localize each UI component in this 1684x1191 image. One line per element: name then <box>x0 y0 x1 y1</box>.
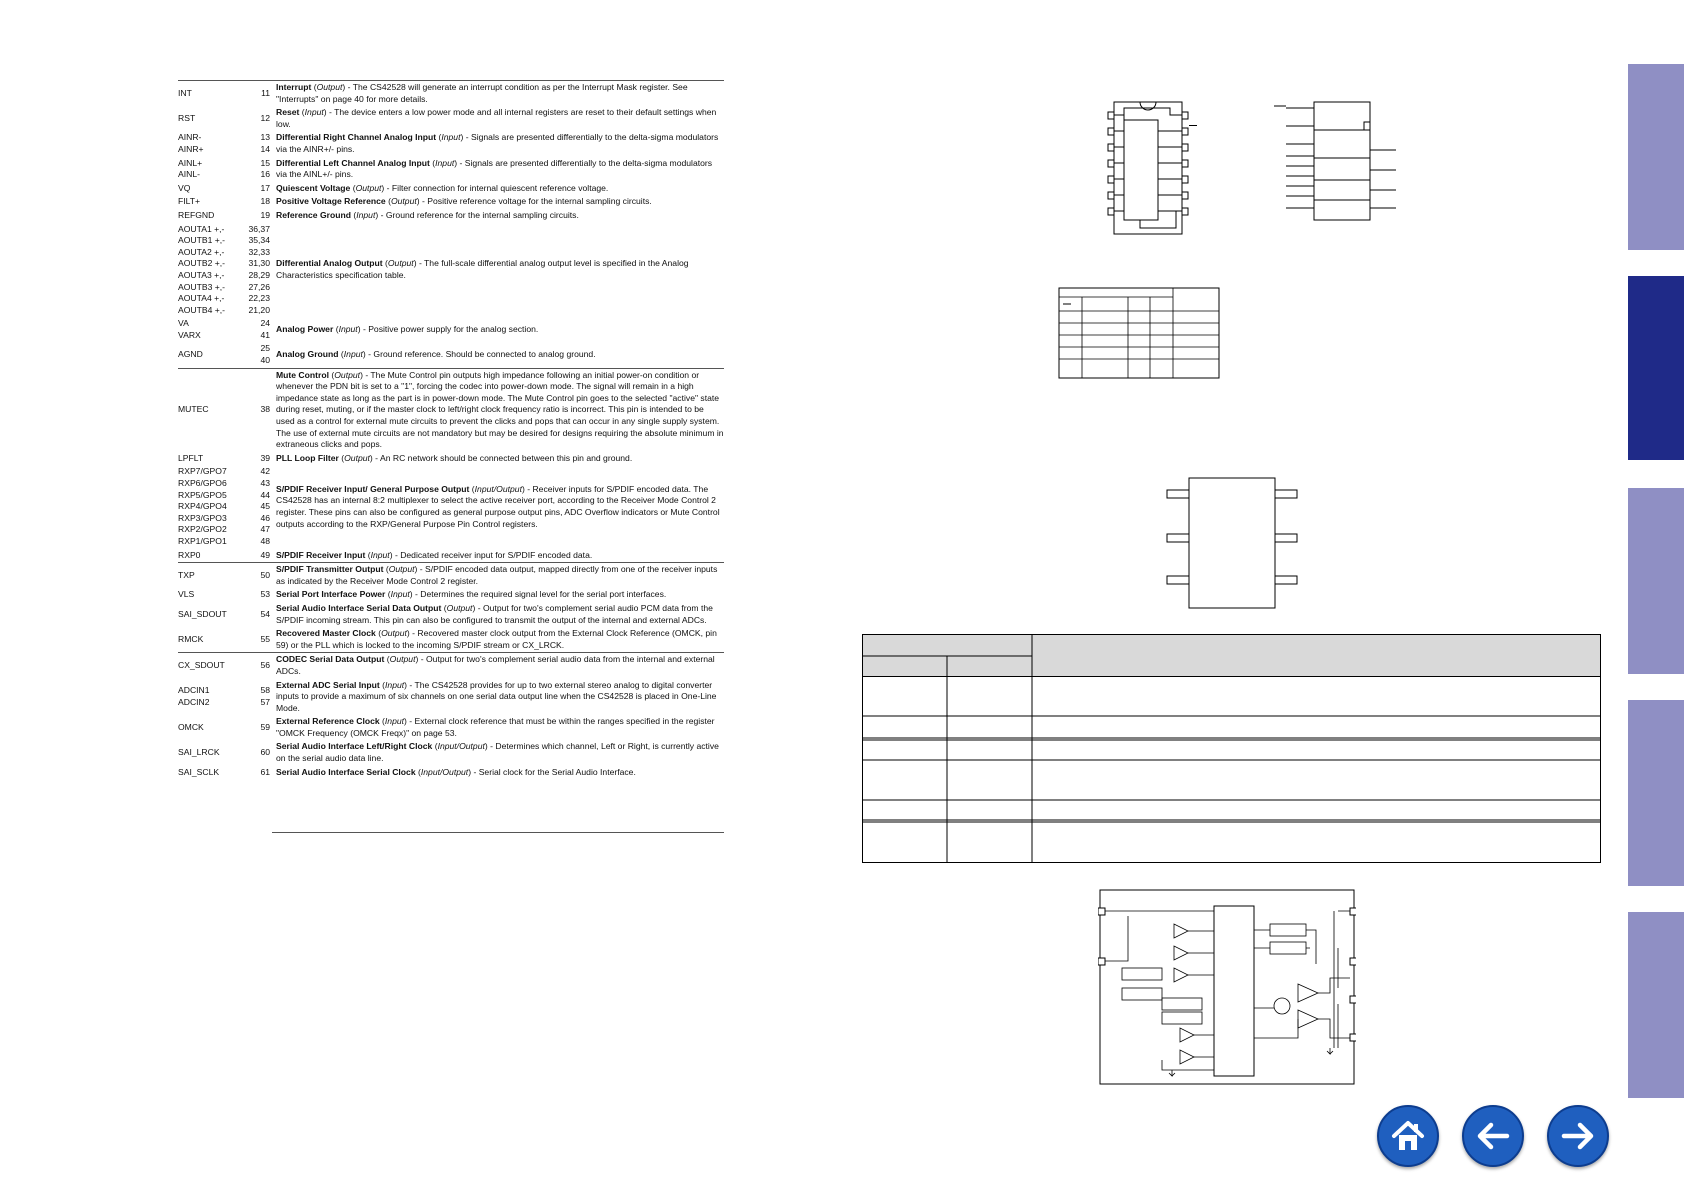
pin-description: S/PDIF Transmitter Output (Output) - S/PDIF encoded data output, mapped directly from one of the receiver inputs as indicated by the Receiver Mode Control 2 register. <box>274 563 724 589</box>
pin-direction: Output <box>389 654 416 665</box>
pin-row <box>178 368 724 452</box>
side-tab-2[interactable] <box>1628 276 1684 460</box>
pin-number: 42 43 44 45 46 47 48 <box>260 466 270 546</box>
pin-direction: Input <box>385 679 405 690</box>
pin-number: 59 <box>260 722 270 733</box>
pin-name: MUTEC <box>178 368 242 452</box>
pin-direction: Output <box>387 258 414 269</box>
pin-text: - The CS42528 will generate an interrupt condition as per the Interrupt Mask register. See "Interrupts" on page 40 for more details. <box>276 82 688 104</box>
pin-name: TXP <box>178 563 242 589</box>
dip-ic-diagram <box>1100 98 1200 238</box>
pin-row <box>178 131 724 156</box>
pin-direction: Input <box>343 349 363 360</box>
pin-name: RXP0 <box>178 549 201 560</box>
pin-number: 36,37 35,34 32,33 31,30 28,29 27,26 22,23 21,20 <box>248 223 270 315</box>
pin-description: Analog Power (Input) - Positive power supply for the analog section. <box>276 324 539 335</box>
pin-row <box>178 106 724 131</box>
pin-name: SAI_SCLK <box>178 766 220 777</box>
pin-title: External Reference Clock <box>276 716 380 727</box>
pin-row <box>178 653 724 679</box>
pin-title: Positive Voltage Reference <box>276 196 386 207</box>
pin-description: Differential Left Channel Analog Input (Input) - Signals are presented differentially to the delta-sigma modulators via the AINL+/- pins. <box>276 157 713 180</box>
pin-direction: Output <box>388 564 415 575</box>
pin-row <box>178 195 724 209</box>
pin-name: LPFLT <box>178 452 204 463</box>
home-button[interactable] <box>1377 1105 1439 1167</box>
pin-text: - Ground reference for the internal sampling circuits. <box>378 209 579 220</box>
pin-name: RXP7/GPO7 RXP6/GPO6 RXP5/GPO5 RXP4/GPO4 RXP3/GPO3 RXP2/GPO2 RXP1/GPO1 <box>178 466 227 546</box>
small-truth-table <box>1058 287 1220 379</box>
pin-direction: Input/Output <box>420 766 469 777</box>
pin-text: - The full-scale differential analog output level is specified in the Analog Characteristics specification table. <box>276 258 689 280</box>
pin-direction: Output <box>355 182 382 193</box>
side-tab-3[interactable] <box>1628 488 1684 674</box>
pin-number: 24 41 <box>260 318 270 340</box>
pin-description: Serial Audio Interface Serial Data Output (Output) - Output for two's complement serial audio PCM data from the S/PDIF incoming stream. This pin can also be configured to transmit the output of the internal and external ADCs. <box>276 602 713 625</box>
pin-title: External ADC Serial Input <box>276 679 380 690</box>
forward-button[interactable] <box>1547 1105 1609 1167</box>
pin-row <box>178 679 724 716</box>
pin-name: AGND <box>178 349 203 360</box>
dip-ic-tick <box>1189 125 1197 126</box>
home-icon <box>1388 1116 1428 1156</box>
six-pin-ic-diagram <box>1165 476 1301 610</box>
pin-direction: Input <box>384 716 405 727</box>
arrow-left-icon <box>1473 1116 1513 1156</box>
pin-row <box>178 157 724 182</box>
pin-title: Differential Left Channel Analog Input <box>276 157 430 168</box>
circuit-block-diagram <box>1098 888 1356 1086</box>
pin-number: 17 <box>260 182 270 193</box>
pin-name: OMCK <box>178 722 204 733</box>
pin-description: Serial Audio Interface Serial Clock (Input/Output) - Serial clock for the Serial Audio Interface. <box>276 766 636 777</box>
pin-number: 53 <box>260 589 270 600</box>
pin-row <box>178 563 724 589</box>
pin-direction: Output <box>446 602 473 613</box>
pin-row <box>178 602 724 627</box>
pin-row <box>178 715 724 740</box>
pin-name: VLS <box>178 589 195 600</box>
pin-direction: Input <box>338 324 358 335</box>
pin-title: Quiescent Voltage <box>276 182 351 193</box>
pin-title: CODEC Serial Data Output <box>276 654 385 665</box>
pin-row <box>178 588 724 602</box>
pin-text: - Output for two's complement serial audio data from the internal and external ADCs. <box>276 654 715 676</box>
pin-title: Serial Audio Interface Serial Clock <box>276 766 416 777</box>
pin-name: ADCIN1 ADCIN2 <box>178 685 210 707</box>
pin-direction: Input <box>390 589 410 600</box>
pin-direction: Input <box>356 209 376 220</box>
side-tab-1[interactable] <box>1628 64 1684 250</box>
pin-name: VQ <box>178 182 191 193</box>
pin-row <box>178 223 724 318</box>
pin-text: - An RC network should be connected between this pin and ground. <box>372 452 633 463</box>
pin-text: - S/PDIF encoded data output, mapped directly from one of the receiver inputs as indicated by the Receiver Mode Control 2 register. <box>276 564 718 586</box>
pin-text: - Signals are presented differentially to the delta-sigma modulators via the AINL+/- pins. <box>276 157 713 180</box>
pin-description: Serial Audio Interface Left/Right Clock (Input/Output) - Determines which channel, Left or Right, is currently active on the serial audio data line. <box>276 741 719 764</box>
pin-text: - Recovered master clock output from the External Clock Reference (OMCK, pin 59) or the PLL which is locked to the incoming S/PDIF stream or CX_LRCK. <box>276 628 717 650</box>
pin-direction: Output <box>344 452 370 463</box>
pin-description: External ADC Serial Input (Input) - The CS42528 provides for up to two external stereo analog to digital converter inputs to provide a maximum of six channels on one serial data output line when the CS42528 is placed in One-Line Mode. <box>276 679 717 713</box>
pin-number: 12 <box>260 112 270 123</box>
pin-description: Mute Control (Output) - The Mute Control pin outputs high impedance following an initial power-on condition or whenever the PDN bit is set to a "1", forcing the codec into power-down mode. The signal will remain in a high impedance state as long as the part is in power-down mode. The Mute Control pin goes to the selected "active" state during reset, muting, or if the master clock to left/right clock frequency ratio is incorrect. This pin is intended to be used as a control for external mute circuits to prevent the clicks and pops that can occur in any single supply system. The use of external mute circuits are not mandatory but may be desired for designs requiring the absolute minimum in extraneous clicks and pops. <box>274 368 724 452</box>
pin-row <box>178 627 724 653</box>
pin-name: AINR- AINR+ <box>178 132 204 154</box>
function-table <box>862 634 1602 864</box>
pin-row <box>178 342 724 368</box>
pin-row <box>178 766 724 780</box>
pin-name: SAI_LRCK <box>178 747 220 758</box>
pin-name: RST <box>178 112 196 123</box>
pin-title: Differential Analog Output <box>276 258 383 269</box>
side-tab-4[interactable] <box>1628 700 1684 886</box>
pin-title: Serial Audio Interface Serial Data Output <box>276 602 442 613</box>
pin-title: S/PDIF Receiver Input <box>276 549 366 560</box>
side-tab-5[interactable] <box>1628 912 1684 1098</box>
pin-description-table <box>178 80 724 779</box>
pin-text: - The Mute Control pin outputs high impedance following an initial power-on condition or whenever the PDN bit is set to a "1", forcing the codec into power-down mode. The signal will remain in a high impedance state as long as the part is in power-down mode. The Mute Control pin goes to the selected "active" state during reset, muting, or if the master clock to left/right clock frequency ratio is incorrect. This pin is intended to be used as a control for external mute circuits to prevent the clicks and pops that can occur in any single supply system. The use of external mute circuits are not mandatory but may be desired for designs requiring the absolute minimum in extraneous clicks and pops. <box>276 369 724 450</box>
pin-row <box>178 549 724 563</box>
pin-number: 18 <box>260 196 270 207</box>
pin-text: - Serial clock for the Serial Audio Interface. <box>471 766 636 777</box>
pin-name: SAI_SDOUT <box>178 608 227 619</box>
pin-title: Reset <box>276 107 300 118</box>
pin-text: - Output for two's complement serial audio PCM data from the S/PDIF incoming stream. This pin can also be configured to transmit the output of the internal and external ADCs. <box>276 602 713 625</box>
pin-description: Quiescent Voltage (Output) - Filter connection for internal quiescent reference voltage. <box>276 182 609 193</box>
pin-row <box>178 317 724 342</box>
pin-text: - Ground reference. Should be connected to analog ground. <box>365 349 596 360</box>
pin-row <box>178 81 724 107</box>
pin-direction: Input <box>441 132 461 143</box>
pin-row <box>178 465 724 548</box>
pin-description: Reference Ground (Input) - Ground reference for the internal sampling circuits. <box>276 209 579 220</box>
pin-number: 13 14 <box>260 132 270 154</box>
pin-row <box>178 209 724 223</box>
pin-title: PLL Loop Filter <box>276 452 339 463</box>
pin-direction: Output <box>334 369 361 380</box>
pin-title: Interrupt <box>276 82 312 92</box>
pin-description: Serial Port Interface Power (Input) - Determines the required signal level for the serial port interfaces. <box>276 589 667 600</box>
pin-name: RMCK <box>178 633 204 644</box>
pin-name: CX_SDOUT <box>178 653 242 679</box>
pin-direction: Input <box>435 157 455 168</box>
pin-description: PLL Loop Filter (Output) - An RC network should be connected between this pin and ground. <box>276 452 633 463</box>
pin-title: S/PDIF Transmitter Output <box>276 564 384 575</box>
pin-number: 25 40 <box>260 343 270 366</box>
pin-number: 15 16 <box>260 157 270 180</box>
pin-number: 49 <box>260 549 270 560</box>
pin-description: Interrupt (Output) - The CS42528 will generate an interrupt condition as per the Interrupt Mask register. See "Interrupts" on page 40 for more details. <box>274 81 724 107</box>
pin-number: 11 <box>242 81 274 107</box>
pin-number: 54 <box>260 608 270 619</box>
pin-text: - Determines the required signal level for the serial port interfaces. <box>412 589 667 600</box>
pin-name: INT <box>178 81 242 107</box>
pin-text: - Determines which channel, Left or Right, is currently active on the serial audio data line. <box>276 741 719 764</box>
pin-text: - The CS42528 provides for up to two external stereo analog to digital converter inputs to provide a maximum of six channels on one serial data output line when the CS42528 is placed in One-Line Mode. <box>276 679 717 713</box>
pin-direction: Output <box>381 628 407 639</box>
pin-direction: Input <box>304 107 324 118</box>
pin-title: Recovered Master Clock <box>276 628 376 639</box>
pin-row <box>178 452 724 466</box>
pin-description: Differential Right Channel Analog Input (Input) - Signals are presented differentially to the delta-sigma modulators via the AINR+/- pins. <box>276 132 719 154</box>
pin-description: S/PDIF Receiver Input (Input) - Dedicated receiver input for S/PDIF encoded data. <box>276 549 593 560</box>
pin-number: 50 <box>242 563 274 589</box>
pin-text: - Signals are presented differentially to the delta-sigma modulators via the AINR+/- pins. <box>276 132 719 154</box>
pin-description: Differential Analog Output (Output) - The full-scale differential analog output level is specified in the Analog Characteristics specification table. <box>276 258 689 280</box>
table-bottom-rule <box>272 832 724 833</box>
pin-title: S/PDIF Receiver Input/ General Purpose Output <box>276 483 470 494</box>
pin-row <box>178 740 724 765</box>
pin-number: 60 <box>260 747 270 758</box>
pin-name: VA VARX <box>178 318 201 340</box>
pin-name: AINL+ AINL- <box>178 157 203 180</box>
pin-text: - External clock reference that must be within the ranges specified in the register "OMCK Frequency (OMCK Freqx)" on page 53. <box>276 716 715 738</box>
pin-text: - Positive reference voltage for the internal sampling circuits. <box>419 196 652 207</box>
pin-name: AOUTA1 +,- AOUTB1 +,- AOUTA2 +,- AOUTB2 +,- AOUTA3 +,- AOUTB3 +,- AOUTA4 +,- AOUTB4 +,- <box>178 223 226 315</box>
pin-text: - Receiver inputs for S/PDIF encoded data. The CS42528 has an internal 8:2 multiplexer to select the active receiver port, according to the Receiver Mode Control 2 register. These pins can also be configured as general purpose output pins, ADC Overflow indicators or Mute Control outputs according to the RXP/General Purpose Pin Control registers. <box>276 483 720 529</box>
pin-row <box>178 182 724 196</box>
pin-description: Reset (Input) - The device enters a low power mode and all internal registers are reset to their default settings when low. <box>276 107 717 129</box>
pin-description: S/PDIF Receiver Input/ General Purpose Output (Input/Output) - Receiver inputs for S/PDIF encoded data. The CS42528 has an internal 8:2 multiplexer to select the active receiver port, according to the Receiver Mode Control 2 register. These pins can also be configured as general purpose output pins, ADC Overflow indicators or Mute Control outputs according to the RXP/General Purpose Pin Control registers. <box>276 483 720 529</box>
pin-direction: Input/Output <box>437 741 485 752</box>
pin-title: Analog Power <box>276 324 334 335</box>
pin-title: Reference Ground <box>276 209 351 220</box>
pin-text: - Filter connection for internal quiescent reference voltage. <box>384 182 609 193</box>
pin-number: 19 <box>260 209 270 220</box>
pin-text: - Positive power supply for the analog section. <box>360 324 539 335</box>
pin-direction: Input <box>370 549 390 560</box>
pin-number: 55 <box>260 633 270 644</box>
pin-text: - Dedicated receiver input for S/PDIF encoded data. <box>392 549 593 560</box>
pin-description: Analog Ground (Input) - Ground reference. Should be connected to analog ground. <box>276 349 596 360</box>
pin-number: 56 <box>242 653 274 679</box>
pin-direction: Input/Output <box>474 483 522 494</box>
pin-title: Differential Right Channel Analog Input <box>276 132 437 143</box>
pin-rows <box>178 81 724 780</box>
pin-title: Mute Control <box>276 369 329 380</box>
pin-text: - The device enters a low power mode and all internal registers are reset to their default settings when low. <box>276 107 717 129</box>
pin-description: Positive Voltage Reference (Output) - Positive reference voltage for the internal sampling circuits. <box>276 196 652 207</box>
pin-description: CODEC Serial Data Output (Output) - Output for two's complement serial audio data from the internal and external ADCs. <box>274 653 724 679</box>
logic-block-diagram <box>1270 100 1400 225</box>
pin-number: 38 <box>242 368 274 452</box>
pin-number: 61 <box>260 766 270 777</box>
pin-title: Serial Audio Interface Left/Right Clock <box>276 741 433 752</box>
pin-direction: Output <box>316 82 343 92</box>
pin-description: Recovered Master Clock (Output) - Recovered master clock output from the External Clock Reference (OMCK, pin 59) or the PLL which is locked to the incoming S/PDIF stream or CX_LRCK. <box>276 628 717 650</box>
pin-number: 39 <box>260 452 270 463</box>
pin-title: Analog Ground <box>276 349 339 360</box>
pin-name: FILT+ <box>178 196 201 207</box>
back-button[interactable] <box>1462 1105 1524 1167</box>
pin-title: Serial Port Interface Power <box>276 589 386 600</box>
pin-description: External Reference Clock (Input) - External clock reference that must be within the ranges specified in the register "OMCK Frequency (OMCK Freqx)" on page 53. <box>276 716 715 738</box>
pin-number: 58 57 <box>260 685 270 707</box>
arrow-right-icon <box>1558 1116 1598 1156</box>
pin-direction: Output <box>390 196 417 207</box>
pin-name: REFGND <box>178 209 215 220</box>
